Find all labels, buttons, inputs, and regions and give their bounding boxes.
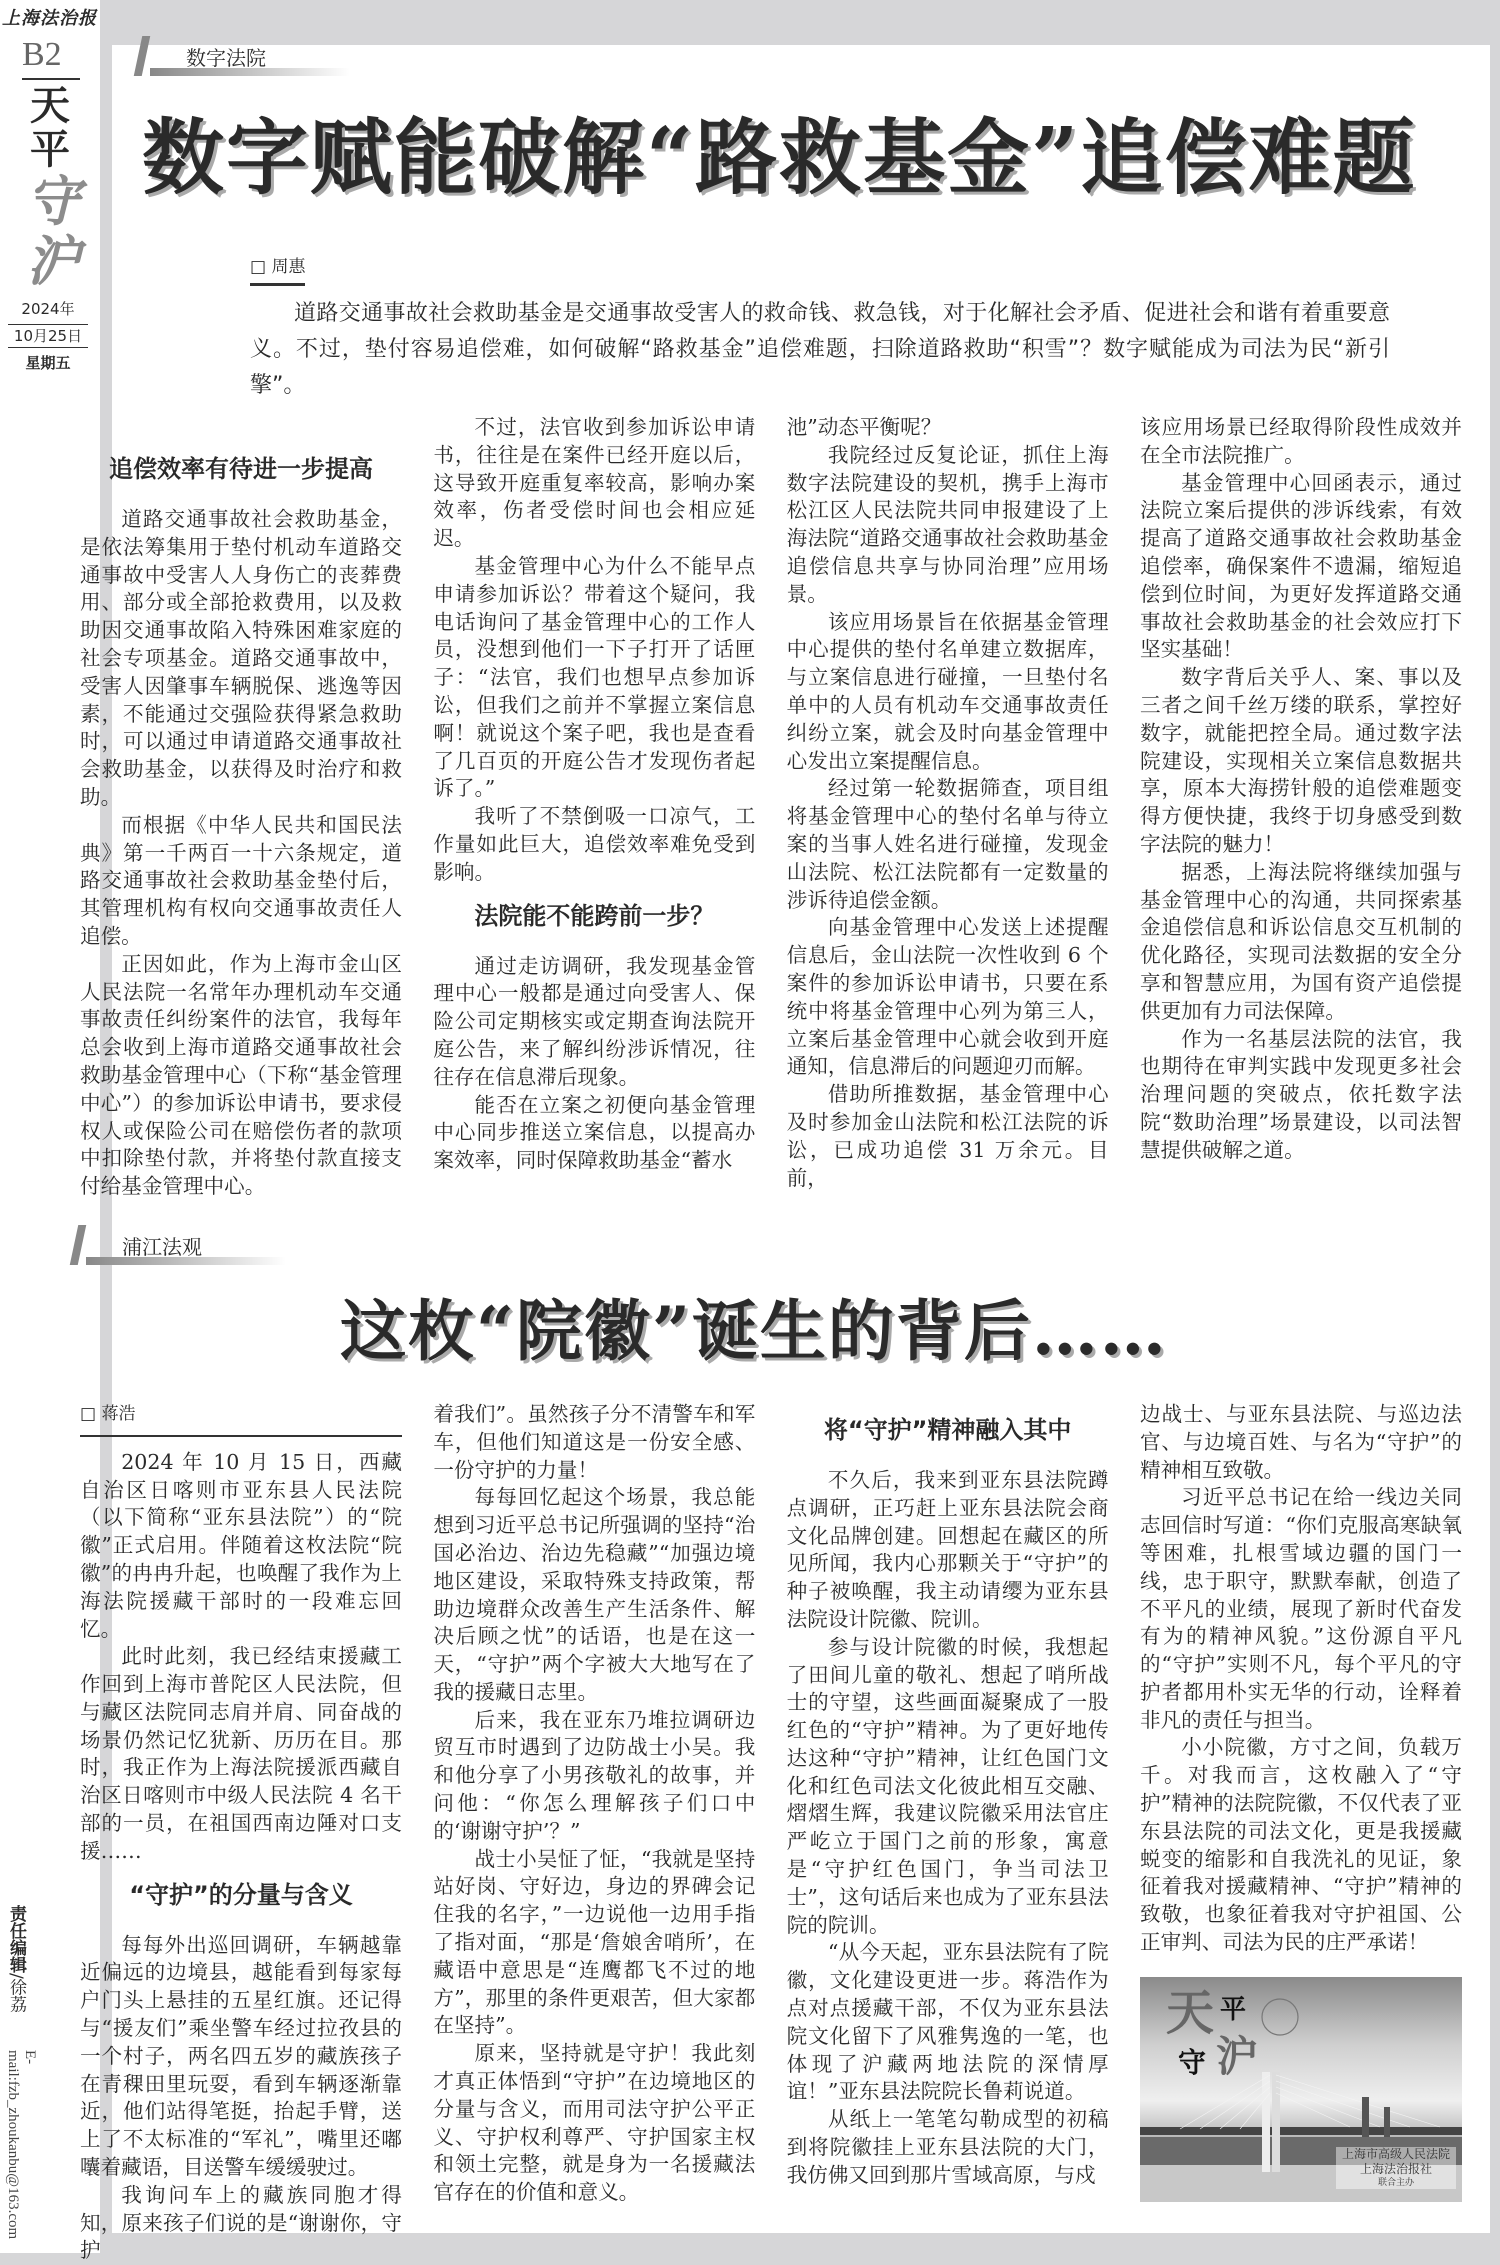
byline: □ 周惠	[250, 252, 305, 286]
issue-date: 10月25日	[8, 324, 88, 348]
article2-body	[80, 1401, 1462, 2265]
paragraph: 向基金管理中心发送上述提醒信息后，金山法院一次性收到 6 个案件的参加诉讼申请书，只要在系统中将基金管理中心列为第三人，立案后基金管理中心就会收到开庭通知，信息滞后的问题迎刃而解。	[786, 915, 1109, 1079]
editor-email: E-mail:fzb_zhoukanbu@163.com	[5, 2050, 38, 2240]
paragraph: 数字背后关乎人、案、事以及三者之间千丝万缕的联系，掌控好数字，就能把控全局。通过数字法院建设，实现相关立案信息数据共享，原本大海捞针般的追偿难题变得方便快捷，我终于切身感受到数字法院的魅力！	[1139, 665, 1462, 856]
subheading: 将“守护”精神融入其中	[823, 1415, 1072, 1444]
paragraph: “从今天起，亚东县法院有了院徽，文化建设更进一步。蒋浩作为点对点援藏干部，不仅为亚东县法院文化留下了风雅隽逸的一笔，也体现了沪藏两地法院的深情厚谊！”亚东县法院院长鲁莉说道。	[786, 1940, 1109, 2104]
article-headline: 数字赋能破解“路救基金”追偿难题	[142, 110, 1417, 206]
paragraph: 参与设计院徽的时候，我想起了田间儿童的敬礼、想起了哨所战士的守望，这些画面凝聚成了一股红色的“守护”精神。为了更好地传达这种“守护”精神，让红色国门文化和红色司法文化彼此相互交融、熠熠生辉，我建议院徽采用法官庄严屹立于国门之前的形象，寓意是“守护红色国门，争当司法卫士”，这句话后来也成为了亚东县法院的院训。	[786, 1634, 1109, 1937]
section-label: 数字法院	[186, 46, 266, 70]
section-tag	[150, 36, 350, 76]
paragraph: 经过第一轮数据筛查，项目组将基金管理中心的垫付名单与待立案的当事人姓名进行碰撞，发现金山法院、松江法院都有一定数量的涉诉待追偿金额。	[786, 776, 1109, 912]
text-column	[1140, 414, 1462, 1165]
page-number: B2	[22, 36, 80, 80]
organizer-note: 联合主办	[1377, 2177, 1414, 2188]
page-body	[80, 414, 1462, 2265]
newspaper-name: 上海法治报	[2, 8, 97, 29]
logo-char: 守	[1177, 2045, 1206, 2079]
paragraph: 每每外出巡回调研，车辆越靠近偏远的边境县，越能看到每家每户门头上悬挂的五星红旗。还记得与“援友们”乘坐警车经过拉孜县的一个村子，两名四五岁的藏族孩子在青稞田里玩耍，看到车辆逐渐靠近，他们站得笔挺，抬起手臂，送上了不太标准的“军礼”，嘴里还嘟囔着藏语，目送警车缓缓驶过。	[80, 1932, 402, 2180]
byline: □ 蒋浩	[80, 1401, 402, 1437]
text-column	[787, 1401, 1109, 2190]
text-column	[433, 414, 755, 1175]
promo-image	[1140, 1977, 1462, 2202]
paragraph: 原来，坚持就是守护！我此刻才真正体悟到“守护”在边境地区的分量与含义，而用司法守护公平正义、守护权利尊严、守护国家主权和领土完整，就是身为一名援藏法官存在的价值和意义。	[433, 2041, 756, 2205]
paragraph: 我听了不禁倒吸一口凉气，工作量如此巨大，追偿效率难免受到影响。	[433, 804, 756, 884]
paragraph: 正因如此，作为上海市金山区人民法院一名常年办理机动车交通事故责任纠纷案件的法官，我每年总会收到上海市道路交通事故社会救助基金管理中心（下称“基金管理中心”）的参加诉讼申请书，要求侵权人或保险公司在赔偿伤者的款项中扣除垫付款，并将垫付款直接支付给基金管理中心。	[80, 951, 402, 1199]
paragraph: 借助所推数据，基金管理中心及时参加金山法院和松江法院的诉讼，已成功追偿 31 万余元。目前，	[786, 1082, 1109, 1190]
column-title-char: 守	[26, 169, 80, 233]
text-column	[433, 1401, 755, 2207]
article1-body	[80, 414, 1462, 1201]
editor-credit	[4, 1905, 29, 2013]
text-column	[80, 1401, 402, 2265]
paragraph: 基金管理中心为什么不能早点申请参加诉讼？带着这个疑问，我电话询问了基金管理中心的工作人员，没想到他们一下子打开了话匣子：“法官，我们也想早点参加诉讼，但我们之前并不掌握立案信息啊！就说这个案子吧，我也是查看了几百页的开庭公告才发现伤者起诉了。”	[433, 553, 756, 801]
paragraph: 后来，我在亚东乃堆拉调研边贸互市时遇到了边防战士小吴。我和他分享了小男孩敬礼的故事，并问他：“你怎么理解孩子们口中的‘谢谢守护’？”	[433, 1707, 756, 1843]
paragraph: 能否在立案之初便向基金管理中心同步推送立案信息，以提高办案效率，同时保障救助基金“蓄水	[433, 1092, 756, 1173]
text-column	[1140, 1401, 1462, 2202]
paragraph: 基金管理中心回函表示，通过法院立案后提供的涉诉线索，有效提高了道路交通事故社会救助基金追偿率，确保案件不遗漏，缩短追偿到位时间，为更好发挥道路交通事故社会救助基金的社会效应打下坚实基础！	[1139, 470, 1462, 662]
paragraph: 据悉，上海法院将继续加强与基金管理中心的沟通，共同探索基金追偿信息和诉讼信息交互机制的优化路径，实现司法数据的安全分享和智慧应用，为国有资产追偿提供更加有力司法保障。	[1139, 859, 1462, 1023]
paragraph: 我询问车上的藏族同胞才得知，原来孩子们说的是“谢谢你，守护	[80, 2182, 402, 2263]
logo-char: 平	[1219, 1994, 1246, 2025]
paragraph: 习近平总书记在给一线边关同志回信时写道：“你们克服高寒缺氧等困难，扎根雪域边疆的国门一线，忠于职守，默默奉献，创造了不平凡的业绩，展现了新时代奋发有为的精神风貌。”这份源自平凡的“守护”实则不凡，每个平凡的守护者都用朴实无华的行动，诠释着非凡的责任与担当。	[1139, 1485, 1462, 1732]
paragraph: 此时此刻，我已经结束援藏工作回到上海市普陀区人民法院，但与藏区法院同志肩并肩、同奋战的场景仍然记忆犹新、历历在目。那时，我正作为上海法院援派西藏自治区日喀则市中级人民法院 4 名干部的一员，在祖国西南边陲对口支援……	[80, 1644, 402, 1863]
paragraph: 每每回忆起这个场景，我总能想到习近平总书记所强调的坚持“治国必治边、治边先稳藏”“加强边境地区建设，采取特殊支持政策，帮助边境群众改善生产生活条件、解决后顾之忧”的话语，也是在这一天，“守护”两个字被大大地写在了我的援藏日志里。	[433, 1485, 756, 1704]
paragraph: 小小院徽，方寸之间，负载万千。对我而言，这枚融入了“守护”精神的法院院徽，不仅代表了亚东县法院的司法文化，更是我援藏蜕变的缩影和自我洗礼的见证，象征着我对援藏精神、“守护”精神的致敬，也象征着我对守护祖国、公正审判、司法为民的庄严承诺！	[1139, 1735, 1462, 1955]
paragraph: 边战士、与亚东县法院、与巡边法官、与边境百姓、与名为“守护”的精神相互致敬。	[1139, 1401, 1462, 1482]
paragraph: 不久后，我来到亚东县法院蹲点调研，正巧赶上亚东县法院会商文化品牌创建。回想起在藏区的所见所闻，我内心那颗关于“守护”的种子被唤醒，我主动请缨为亚东县法院设计院徽、院训。	[786, 1467, 1109, 1631]
paragraph: 2024 年 10 月 15 日，西藏自治区日喀则市亚东县人民法院（以下简称“亚东县法院”）的“院徽”正式启用。伴随着这枚法院“院徽”的冉冉升起，也唤醒了我作为上海法院援藏干部时的一段难忘回忆。	[80, 1449, 402, 1641]
paragraph: 该应用场景已经取得阶段性成效并在全市法院推广。	[1139, 415, 1462, 467]
logo-char: 沪	[1215, 2031, 1258, 2081]
issue-weekday: 星期五	[25, 354, 71, 372]
paragraph: 作为一名基层法院的法官，我也期待在审判实践中发现更多社会治理问题的突破点，依托数字法院“数助治理”场景建设，以司法智慧提供破解之道。	[1139, 1026, 1462, 1162]
paragraph: 着我们”。虽然孩子分不清警车和军车，但他们知道这是一份安全感、一份守护的力量！	[433, 1401, 756, 1482]
paragraph: 战士小吴怔了怔，“我就是坚持站好岗、守好边，身边的界碑会记住我的名字，”一边说他一边用手指了指对面，“那是‘詹娘舍哨所’，在藏语中意思是“连鹰都飞不过的地方”，那里的条件更艰苦，但大家都在坚持”。	[433, 1846, 756, 2038]
organizer: 上海法治报社	[1359, 2161, 1432, 2176]
subheading: 追偿效率有待进一步提高	[109, 455, 373, 483]
section-tag	[86, 1225, 286, 1265]
issue-year: 2024年	[21, 300, 75, 318]
paragraph: 我院经过反复论证，抓住上海数字法院建设的契机，携手上海市松江区人民法院共同申报建设了上海法院“道路交通事故社会救助基金追偿信息共享与协同治理”应用场景。	[786, 442, 1109, 606]
column-title-char: 天	[30, 82, 70, 129]
paragraph: 不过，法官收到参加诉讼申请书，往往是在案件已经开庭以后，这导致开庭重复率较高，影响办案效率，伤者受偿时间也会相应延迟。	[433, 415, 756, 551]
section-label: 浦江法观	[122, 1234, 202, 1259]
editor-name: /徐荔	[6, 1973, 26, 2013]
organizer-caption	[1336, 2147, 1456, 2189]
editor-label: 责任编辑	[6, 1905, 26, 1973]
text-column	[787, 414, 1109, 1192]
lead-paragraph: 道路交通事故社会救助基金是交通事故受害人的救命钱、救急钱，对于化解社会矛盾、促进社会和谐有着重要意义。不过，垫付容易追偿难，如何破解“路救基金”追偿难题，扫除道路救助“积雪”？数字赋能成为司法为民“新引擎”。	[250, 301, 1390, 398]
paragraph: 道路交通事故社会救助基金，是依法筹集用于垫付机动车道路交通事故中受害人人身伤亡的丧葬费用、部分或全部抢救费用，以及救助因交通事故陷入特殊困难家庭的社会专项基金。道路交通事故中，受害人因肇事车辆脱保、逃逸等因素，不能通过交强险获得紧急救助时，可以通过申请道路交通事故社会救助基金，以获得及时治疗和救助。	[80, 507, 402, 809]
paragraph: 而根据《中华人民共和国民法典》第一千两百一十六条规定，道路交通事故社会救助基金垫付后，其管理机构有权向交通事故责任人追偿。	[80, 812, 402, 948]
column-title-char: 沪	[26, 229, 80, 293]
organizer: 上海市高级人民法院	[1341, 2146, 1450, 2161]
paragraph: 池”动态平衡呢？	[786, 415, 942, 439]
article-headline: 这枚“院徽”诞生的背后……	[340, 1291, 1168, 1370]
paragraph: 从纸上一笔笔勾勒成型的初稿到将院徽挂上亚东县法院的大门，我仿佛又回到那片雪域高原，与戍	[786, 2107, 1109, 2187]
text-column	[80, 440, 402, 1201]
paragraph: 该应用场景旨在依据基金管理中心提供的垫付名单建立数据库，与立案信息进行碰撞，一旦垫付名单中的人员有机动车交通事故责任纠纷立案，就会及时向基金管理中心发出立案提醒信息。	[786, 609, 1109, 773]
subheading: “守护”的分量与含义	[129, 1880, 353, 1909]
column-title-char: 平	[30, 126, 70, 173]
logo-char: 天	[1165, 1984, 1214, 2041]
subheading: 法院能不能跨前一步？	[474, 901, 715, 930]
paragraph: 通过走访调研，我发现基金管理中心一般都是通过向受害人、保险公司定期核实或定期查询法院开庭公告，来了解纠纷涉诉情况，往往存在信息滞后现象。	[433, 953, 756, 1089]
